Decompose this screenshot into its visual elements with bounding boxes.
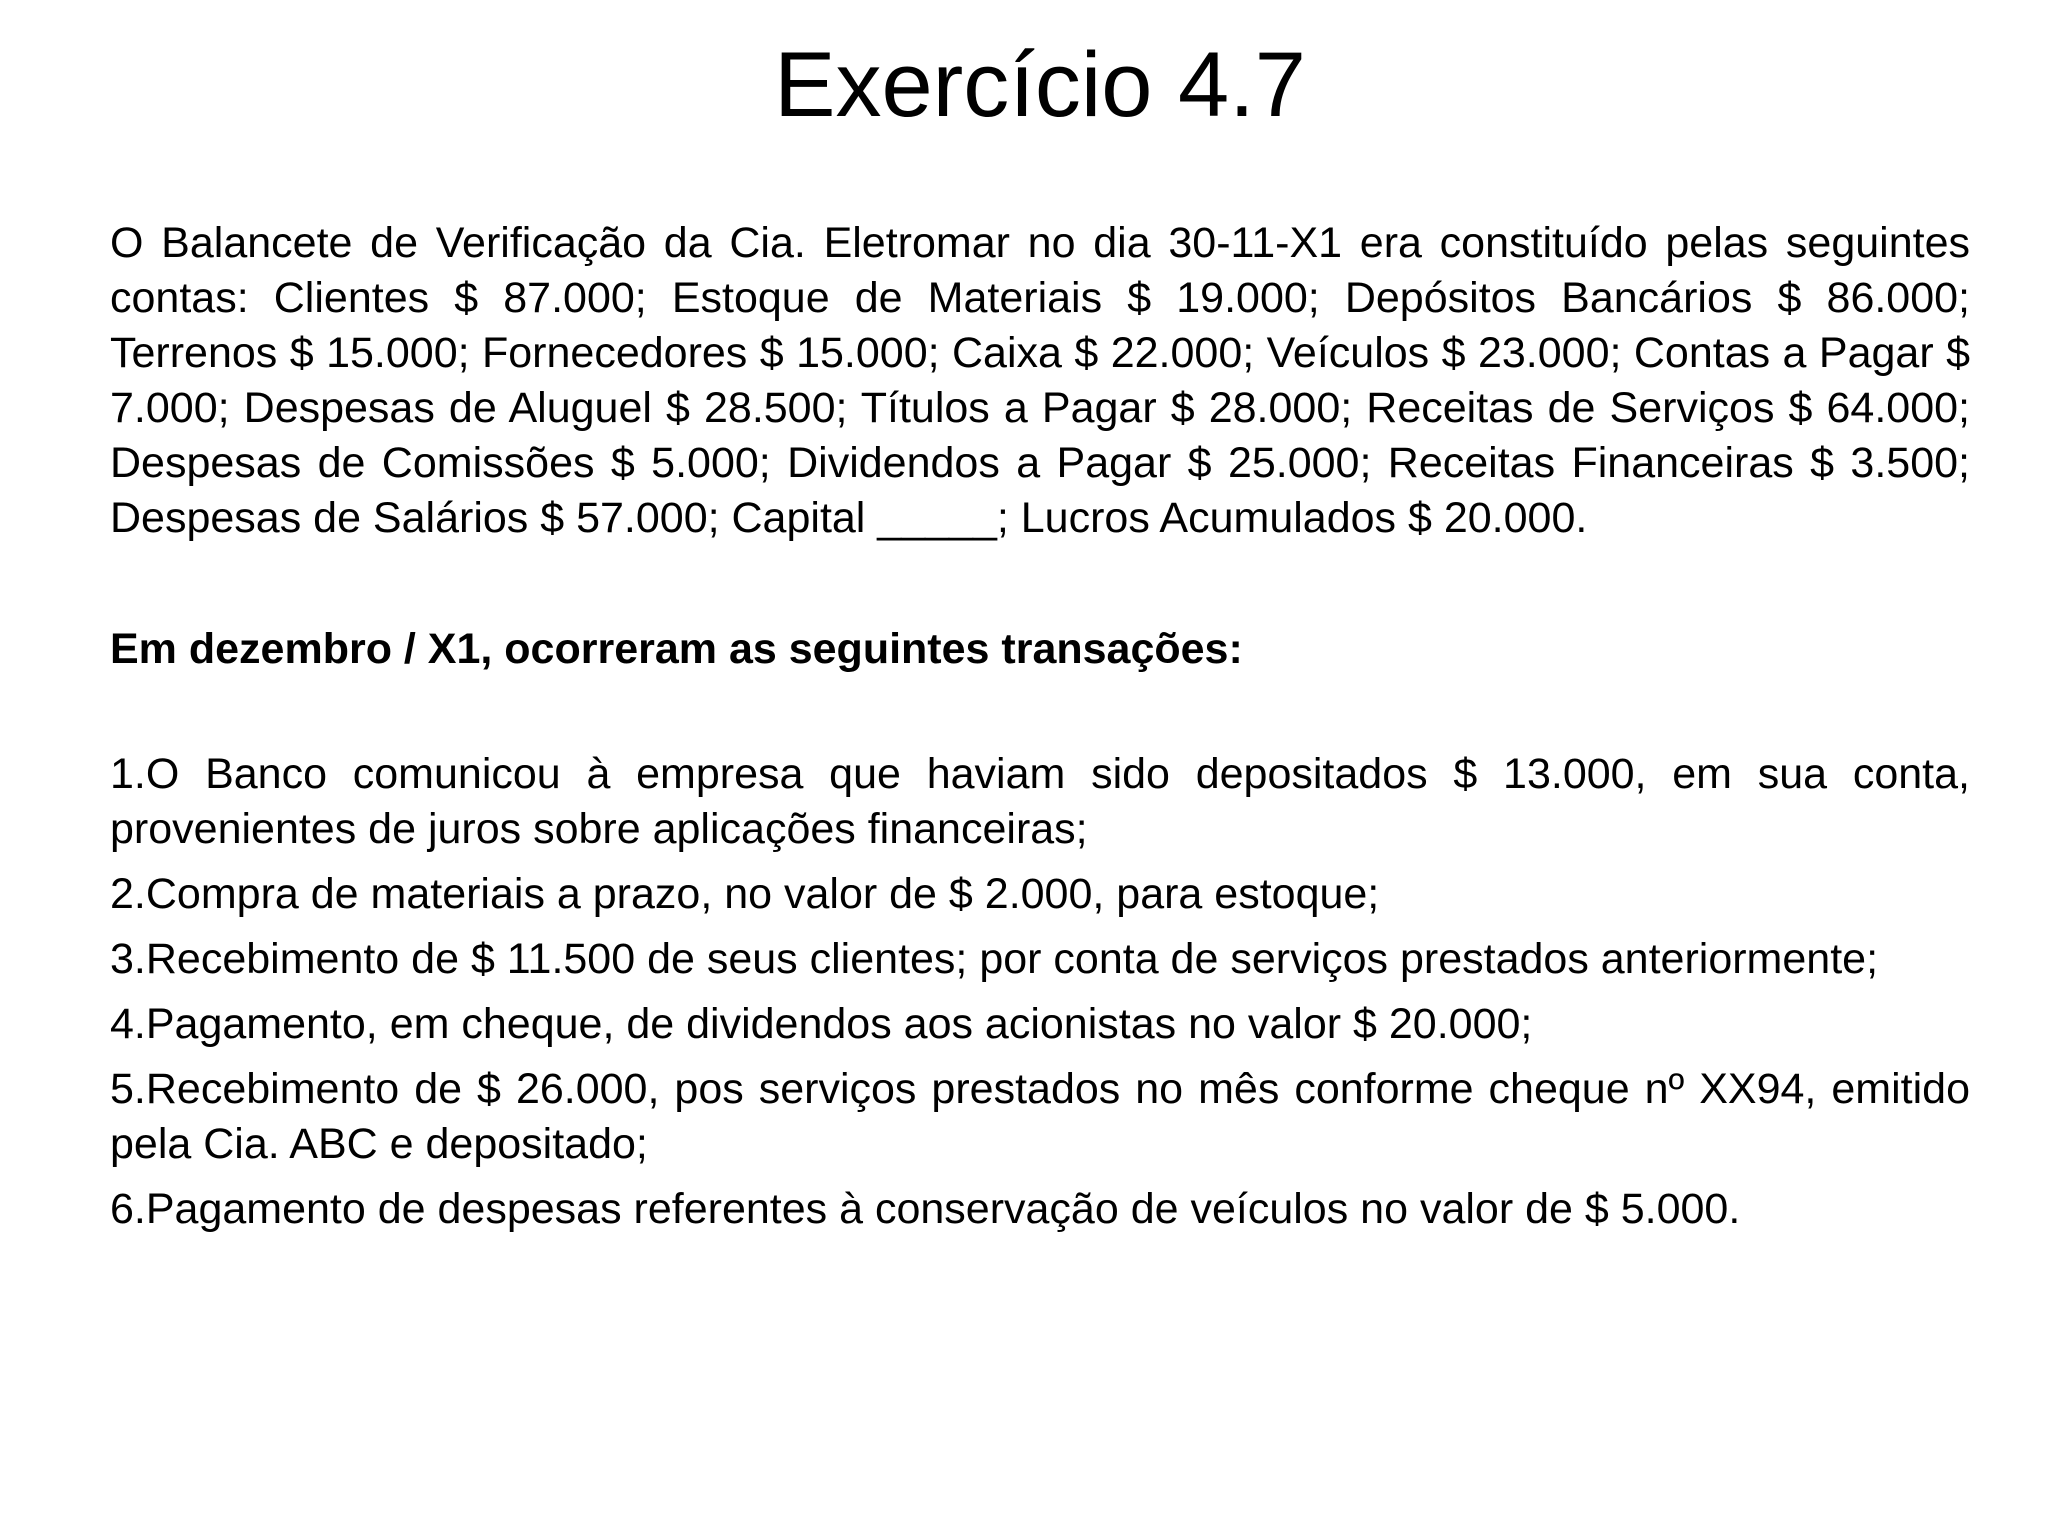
intro-paragraph: O Balancete de Verificação da Cia. Eletromar no dia 30-11-X1 era constituído pelas seguintes contas: Clientes $ 87.000; Estoque de Materiais $ 19.000; Depósitos Bancários $ 86.000; Terrenos $ 15.000; Fornecedores $ 15.000; Caixa $ 22.000; Veículos $ 23.000; Contas a Pagar $ 7.000; Despesas de Aluguel $ 28.500; Títulos a Pagar $ 28.000; Receitas de Serviços $ 64.000; Despesas de Comissões $ 5.000; Dividendos a Pagar $ 25.000; Receitas Financeiras $ 3.500; Despesas de Salários $ 57.000; Capital _____; Lucros Acumulados $ 20.000.: [110, 219, 1970, 542]
slide-title: Exercício 4.7: [774, 34, 1306, 136]
transactions-list: [110, 747, 1970, 1237]
transactions-heading: Em dezembro / X1, ocorreram as seguintes transações:: [110, 625, 1243, 673]
transaction-item-2: 2.Compra de materiais a prazo, no valor de $ 2.000, para estoque;: [110, 870, 1380, 918]
transaction-item-3: 3.Recebimento de $ 11.500 de seus clientes; por conta de serviços prestados anteriormente;: [110, 935, 1879, 983]
transaction-item-1: 1.O Banco comunicou à empresa que haviam sido depositados $ 13.000, em sua conta, provenientes de juros sobre aplicações financeiras;: [110, 750, 1970, 853]
transaction-item-4: 4.Pagamento, em cheque, de dividendos aos acionistas no valor $ 20.000;: [110, 1000, 1533, 1048]
transaction-item-6: 6.Pagamento de despesas referentes à conservação de veículos no valor de $ 5.000.: [110, 1185, 1741, 1233]
slide-content: [110, 216, 1970, 1247]
transaction-item-5: 5.Recebimento de $ 26.000, pos serviços prestados no mês conforme cheque nº XX94, emitido pela Cia. ABC e depositado;: [110, 1065, 1970, 1168]
